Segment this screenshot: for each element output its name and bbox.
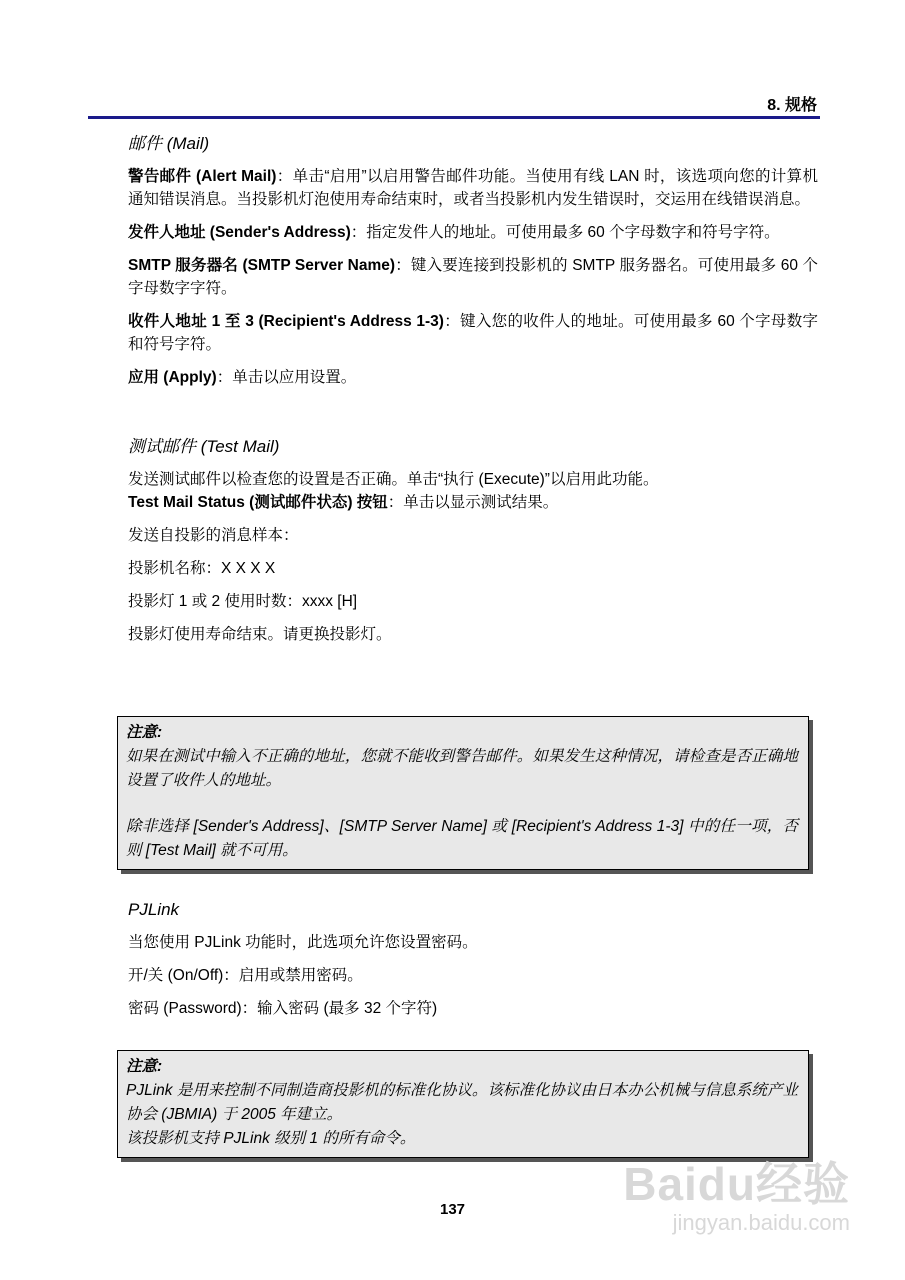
note-title: 注意:: [126, 1058, 163, 1075]
alert-mail-text: ：单击“启用”以启用警告邮件功能。当使用有线 LAN 时，该选项向您的计算机通知错误消息。当投影机灯泡使用寿命结束时，或者当投影机内发生错误时，交运用在线错误消息。: [128, 168, 818, 208]
smtp-server-text: ：键入要连接到投影机的 SMTP 服务器名。可使用最多 60 个字母数字字符。: [128, 257, 818, 297]
test-mail-status-text: ：单击以显示测试结果。: [387, 494, 559, 511]
alert-mail-label: 警告邮件 (Alert Mail): [128, 168, 277, 185]
note-box-pjlink: [117, 1050, 809, 1158]
sender-address-text: ：指定发件人的地址。可使用最多 60 个字母数字和符号字符。: [350, 224, 780, 241]
note-text: 除非选择 [Sender's Address]、[SMTP Server Name] 或 [Recipient's Address 1-3] 中的任一项，否则 [Test Mail] 就不可用。: [126, 818, 798, 859]
note-text: 如果在测试中输入不正确的地址，您就不能收到警告邮件。如果发生这种情况，请检查是否正确地设置了收件人的地址。: [126, 748, 798, 789]
sample-lamp-end: 投影灯使用寿命结束。请更换投影灯。: [128, 626, 392, 643]
sample-lamp-hours: 投影灯 1 或 2 使用时数：xxxx [H]: [128, 593, 358, 610]
smtp-server-paragraph: [128, 254, 818, 300]
test-mail-section-title: 测试邮件 (Test Mail): [128, 437, 280, 456]
watermark-url: jingyan.baidu.com: [672, 1210, 850, 1235]
note-text: 该投影机支持 PJLink 级别 1 的所有命令。: [126, 1130, 416, 1147]
apply-text: ：单击以应用设置。: [216, 369, 357, 386]
pjlink-section: [128, 898, 818, 1030]
pjlink-section-title: PJLink: [128, 900, 180, 919]
sender-address-label: 发件人地址 (Sender's Address): [128, 224, 351, 241]
pjlink-password: 密码 (Password)：输入密码 (最多 32 个字符): [128, 1000, 438, 1017]
test-mail-status-paragraph: [128, 491, 818, 514]
apply-label: 应用 (Apply): [128, 369, 217, 386]
smtp-server-label: SMTP 服务器名 (SMTP Server Name): [128, 257, 396, 274]
test-mail-intro: 发送测试邮件以检查您的设置是否正确。单击“执行 (Execute)”以启用此功能。: [128, 471, 659, 488]
pjlink-on-off: 开/关 (On/Off)：启用或禁用密码。: [128, 967, 363, 984]
recipient-address-text: ：键入您的收件人的地址。可使用最多 60 个字母数字和符号字符。: [128, 313, 819, 353]
baidu-watermark: [623, 1148, 850, 1236]
alert-mail-paragraph: [128, 165, 818, 211]
sample-projector-name: 投影机名称：X X X X: [128, 560, 276, 577]
recipient-address-label: 收件人地址 1 至 3 (Recipient's Address 1-3): [128, 313, 444, 330]
content-body: [128, 120, 818, 656]
chapter-header: 8. 规格: [767, 97, 817, 114]
watermark-logo: Baidu经验: [623, 1158, 850, 1210]
sample-title: 发送自投影的消息样本：: [128, 527, 299, 544]
mail-section-title: 邮件 (Mail): [128, 134, 210, 153]
page-number: 137: [439, 1201, 466, 1218]
sender-address-paragraph: [128, 221, 818, 244]
recipient-address-paragraph: [128, 310, 818, 356]
test-mail-status-label: Test Mail Status (测试邮件状态) 按钮: [128, 494, 388, 511]
header-rule: [88, 116, 820, 119]
note-text: PJLink 是用来控制不同制造商投影机的标准化协议。该标准化协议由日本办公机械与信息系统产业协会 (JBMIA) 于 2005 年建立。: [126, 1082, 798, 1123]
note-box-test-mail: [117, 716, 809, 870]
note-title: 注意:: [126, 724, 163, 741]
apply-paragraph: [128, 366, 818, 389]
pjlink-intro: 当您使用 PJLink 功能时，此选项允许您设置密码。: [128, 934, 478, 951]
